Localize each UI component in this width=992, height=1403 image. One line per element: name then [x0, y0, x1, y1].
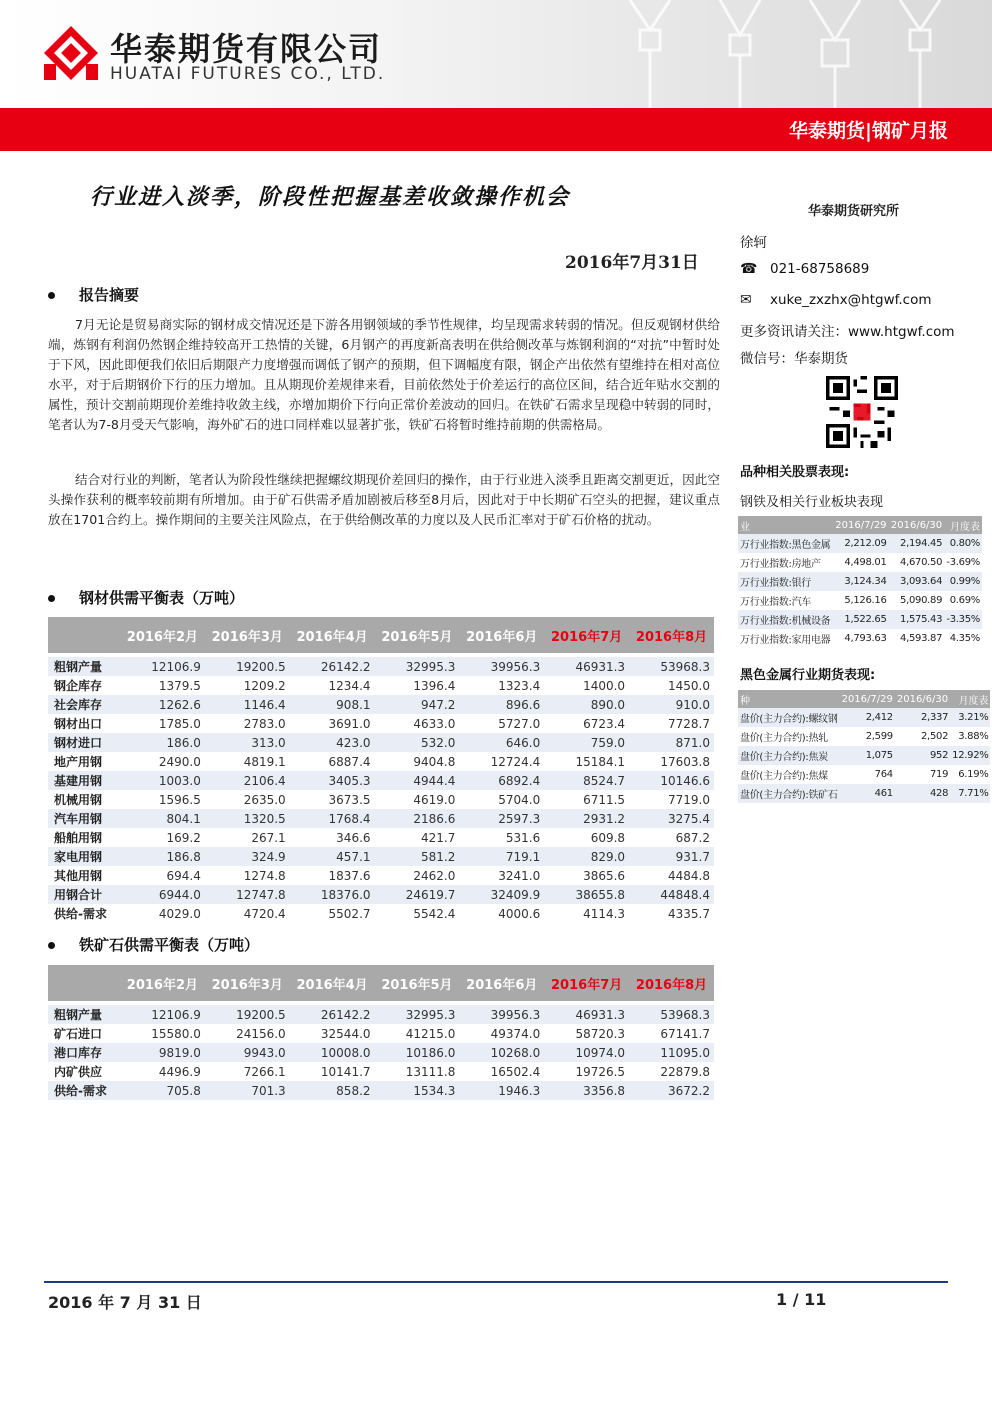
table-row — [48, 866, 714, 885]
table-cell: 万行业指数:黑色金属 — [738, 534, 833, 553]
table-row — [738, 534, 982, 553]
table-cell: 694.4 — [166, 868, 201, 883]
table-row — [738, 765, 990, 784]
table-cell: 1534.3 — [375, 1081, 460, 1100]
table-cell: 19726.5 — [575, 1064, 626, 1079]
table-cell: 11095.0 — [629, 1043, 714, 1062]
email-line — [740, 292, 932, 308]
table-cell: 1262.6 — [120, 695, 205, 714]
table-cell: 盘价(主力合约):焦煤 — [740, 771, 828, 782]
table-cell: 18376.0 — [290, 885, 375, 904]
report-header — [0, 0, 992, 152]
column-header: 种 — [738, 690, 840, 708]
table-cell: 17603.8 — [660, 754, 710, 769]
row-label: 港口库存 — [48, 1043, 120, 1062]
table-cell: 万行业指数:家用电器 — [740, 635, 831, 646]
table-cell: 6944.0 — [120, 885, 205, 904]
table-cell: 39956.3 — [459, 657, 544, 676]
table-cell: 10974.0 — [544, 1043, 629, 1062]
table-cell: -3.69% — [946, 557, 980, 568]
table-cell: 2597.3 — [459, 809, 544, 828]
row-label: 其他用钢 — [54, 869, 103, 883]
column-header: 2016年4月 — [290, 617, 375, 653]
table-cell: 10008.0 — [290, 1043, 375, 1062]
table-cell: 2,412 — [840, 708, 895, 727]
table-cell: 19200.5 — [205, 657, 290, 676]
table-cell: 931.7 — [629, 847, 714, 866]
report-date: 2016年7月31日 — [565, 253, 699, 273]
row-label: 家电用钢 — [48, 847, 120, 866]
table-cell: 4484.8 — [668, 868, 710, 883]
row-label: 汽车用钢 — [48, 809, 120, 828]
table-cell: 1396.4 — [413, 678, 456, 693]
table-cell: 32995.3 — [375, 1005, 460, 1024]
table-cell: 4,498.01 — [844, 557, 887, 568]
table-cell: 531.6 — [505, 830, 541, 845]
row-label: 基建用钢 — [48, 771, 120, 790]
table-header-row — [48, 617, 714, 653]
row-label: 地产用钢 — [54, 755, 103, 769]
table-cell: 858.2 — [290, 1081, 375, 1100]
table-cell: 1209.2 — [243, 678, 286, 693]
table-cell: 890.0 — [544, 695, 629, 714]
table-cell: 53968.3 — [629, 1005, 714, 1024]
bullet-icon — [48, 292, 55, 299]
table-cell: 万行业指数:汽车 — [740, 597, 811, 608]
table-cell: 38655.8 — [544, 885, 629, 904]
column-header: 2016年8月 — [629, 965, 714, 1001]
table-row — [48, 695, 714, 714]
row-label: 钢企库存 — [54, 679, 103, 693]
table-cell: 8524.7 — [544, 771, 629, 790]
report-type-tag: 华泰期货|钢矿月报 — [789, 120, 948, 142]
column-header: 2016年6月 — [459, 965, 544, 1001]
table-cell: 3,124.34 — [833, 572, 889, 591]
table-row — [48, 1043, 714, 1062]
table-row — [738, 727, 990, 746]
table-cell: 26142.2 — [290, 657, 375, 676]
row-label: 内矿供应 — [54, 1065, 103, 1079]
table-cell: 5502.7 — [328, 906, 371, 921]
row-label: 用钢合计 — [48, 885, 120, 904]
row-label: 供给-需求 — [48, 1081, 120, 1100]
futures-heading: 黑色金属行业期货表现: — [740, 668, 876, 683]
table-cell: 719.1 — [459, 847, 544, 866]
table-cell: 947.2 — [375, 695, 460, 714]
table-cell: 2931.2 — [544, 809, 629, 828]
table-cell: 10268.0 — [459, 1043, 544, 1062]
table-cell: 3865.6 — [583, 868, 626, 883]
table-cell: 万行业指数:银行 — [738, 572, 833, 591]
table-cell: 2186.6 — [375, 809, 460, 828]
table-cell: 169.2 — [166, 830, 201, 845]
table-cell: 3673.5 — [328, 792, 371, 807]
table-cell: 3691.0 — [328, 716, 371, 731]
steel-balance-table — [48, 617, 714, 923]
table-cell: 609.8 — [590, 830, 626, 845]
phone-icon: ☎ — [740, 261, 758, 277]
stocks-subheading: 钢铁及相关行业板块表现 — [740, 495, 884, 510]
table-cell: 804.1 — [120, 809, 205, 828]
table-cell: 646.0 — [459, 733, 544, 752]
column-header: 2016年3月 — [205, 617, 290, 653]
table-cell: 764 — [874, 769, 893, 780]
table-cell: 2,194.45 — [889, 534, 945, 553]
company-name-en: HUATAI FUTURES CO., LTD. — [110, 64, 386, 84]
header-decoration — [600, 0, 992, 108]
table-cell: 盘价(主力合约):铁矿石 — [738, 784, 840, 803]
bullet-icon — [48, 942, 55, 949]
company-name-cn: 华泰期货有限公司 — [110, 30, 383, 68]
table-row — [48, 904, 714, 923]
table-cell: 9819.0 — [120, 1043, 205, 1062]
table-cell: 万行业指数:房地产 — [740, 559, 821, 570]
envelope-icon: ✉ — [740, 292, 752, 308]
table-cell: 346.6 — [336, 830, 371, 845]
table-cell: 952 — [895, 746, 950, 765]
table-cell: 5,126.16 — [844, 595, 887, 606]
row-label: 粗钢产量 — [48, 657, 120, 676]
table-header-row — [738, 690, 990, 708]
stocks-heading: 品种相关股票表现: — [740, 465, 850, 480]
table-cell: 盘价(主力合约):螺纹钢 — [738, 708, 840, 727]
steel-table-heading: 钢材供需平衡表（万吨） — [48, 587, 244, 608]
table-cell: 3.88% — [958, 731, 989, 742]
table-cell: 6723.4 — [583, 716, 626, 731]
table-row — [738, 610, 982, 629]
table-cell: 0.80% — [944, 534, 982, 553]
table-cell: 46931.3 — [544, 657, 629, 676]
table-cell: 32544.0 — [320, 1026, 371, 1041]
report-title: 行业进入淡季，阶段性把握基差收敛操作机会 — [90, 184, 571, 210]
table-cell: 5,090.89 — [900, 595, 943, 606]
table-cell: 186.8 — [120, 847, 205, 866]
table-cell: 324.9 — [205, 847, 290, 866]
table-header-blank — [48, 617, 120, 653]
footer-date: 2016 年 7 月 31 日 — [48, 1293, 202, 1312]
column-header: 2016年2月 — [120, 617, 205, 653]
column-header: 2016年5月 — [375, 965, 460, 1001]
table-cell: 4944.4 — [375, 771, 460, 790]
table-cell: 1379.5 — [158, 678, 201, 693]
column-header: 2016/7/29 — [840, 690, 895, 708]
table-cell: 1400.0 — [583, 678, 626, 693]
table-cell: 532.0 — [375, 733, 460, 752]
table-cell: 24619.7 — [375, 885, 460, 904]
table-cell: 2635.0 — [243, 792, 286, 807]
table-row — [48, 847, 714, 866]
table-cell: -3.35% — [944, 610, 982, 629]
author-name: 徐轲 — [740, 235, 767, 251]
table-cell: 盘价(主力合约):热轧 — [740, 733, 828, 744]
row-label: 粗钢产量 — [48, 1005, 120, 1024]
table-cell: 1323.4 — [498, 678, 541, 693]
table-cell: 1837.6 — [328, 868, 371, 883]
table-cell: 5727.0 — [498, 716, 541, 731]
table-cell: 2,502 — [921, 731, 949, 742]
footer-divider — [44, 1281, 948, 1283]
table-header-row — [738, 516, 982, 534]
table-cell: 4,793.63 — [844, 633, 887, 644]
column-header: 2016年7月 — [544, 965, 629, 1001]
table-row — [48, 1005, 714, 1024]
table-cell: 0.99% — [944, 572, 982, 591]
table-row — [738, 708, 990, 727]
table-cell: 2462.0 — [413, 868, 456, 883]
table-cell: 32409.9 — [459, 885, 544, 904]
table-cell: 7719.0 — [668, 792, 710, 807]
table-cell: 44848.4 — [629, 885, 714, 904]
row-label: 钢材出口 — [54, 717, 103, 731]
table-row — [48, 1062, 714, 1081]
table-row — [48, 885, 714, 904]
table-cell: 3356.8 — [544, 1081, 629, 1100]
table-cell: 4114.3 — [583, 906, 626, 921]
table-cell: 687.2 — [675, 830, 710, 845]
table-cell: 9404.8 — [413, 754, 456, 769]
column-header: 2016年6月 — [459, 617, 544, 653]
table-row — [48, 828, 714, 847]
research-institute: 华泰期货研究所 — [808, 204, 900, 219]
table-cell: 5542.4 — [413, 906, 456, 921]
table-cell: 896.6 — [459, 695, 544, 714]
column-header: 2016年3月 — [205, 965, 290, 1001]
table-cell: 910.0 — [629, 695, 714, 714]
table-cell: 1,575.43 — [889, 610, 945, 629]
column-header: 2016年2月 — [120, 965, 205, 1001]
bullet-icon — [48, 595, 55, 602]
table-cell: 1946.3 — [459, 1081, 544, 1100]
table-cell: 701.3 — [205, 1081, 290, 1100]
table-cell: 2,337 — [895, 708, 950, 727]
table-cell: 1596.5 — [158, 792, 201, 807]
website-line[interactable]: 更多资讯请关注：www.htgwf.com — [740, 324, 955, 340]
table-cell: 1450.0 — [668, 678, 710, 693]
qr-code-icon — [826, 376, 898, 448]
column-header: 业 — [738, 516, 833, 534]
column-header: 2016年5月 — [375, 617, 460, 653]
column-header: 2016/6/30 — [889, 516, 945, 534]
ore-table-heading: 铁矿石供需平衡表（万吨） — [48, 934, 259, 955]
table-cell: 1,075 — [840, 746, 895, 765]
table-cell: 4029.0 — [158, 906, 201, 921]
table-cell: 871.0 — [629, 733, 714, 752]
table-cell: 12106.9 — [120, 657, 205, 676]
phone-number: 021-68758689 — [770, 261, 870, 277]
table-cell: 313.0 — [205, 733, 290, 752]
table-cell: 1768.4 — [290, 809, 375, 828]
table-cell: 10141.7 — [320, 1064, 371, 1079]
table-cell: 2,212.09 — [833, 534, 889, 553]
table-row — [48, 790, 714, 809]
column-header: 2016年8月 — [629, 617, 714, 653]
table-cell: 67141.7 — [660, 1026, 710, 1041]
column-header: 2016年7月 — [544, 617, 629, 653]
table-cell: 423.0 — [290, 733, 375, 752]
table-row — [48, 714, 714, 733]
table-cell: 581.2 — [375, 847, 460, 866]
table-cell: 10146.6 — [629, 771, 714, 790]
table-cell: 421.7 — [421, 830, 456, 845]
table-cell: 3241.0 — [498, 868, 541, 883]
row-label: 供给-需求 — [54, 907, 107, 921]
table-row — [48, 657, 714, 676]
row-label: 钢材进口 — [48, 733, 120, 752]
table-cell: 1320.5 — [205, 809, 290, 828]
table-cell: 12106.9 — [120, 1005, 205, 1024]
table-cell: 1146.4 — [205, 695, 290, 714]
table-cell: 46931.3 — [544, 1005, 629, 1024]
table-header-blank — [48, 965, 120, 1001]
table-cell: 53968.3 — [629, 657, 714, 676]
table-header-row — [48, 965, 714, 1001]
summary-paragraph-2: 结合对行业的判断，笔者认为阶段性继续把握螺纹期现价差回归的操作，由于行业进入淡季且距离交割更近，因此空头操作获利的概率较前期有所增加。由于矿石供需矛盾加剧被后移至8月后，因此对于中长期矿石空头的把握，建议重点放在1701合约上。操作期间的主要关注风险点，在于供给侧改革的力度以及人民币汇率对于矿石价格的扰动。 — [48, 472, 720, 527]
table-cell: 15580.0 — [151, 1026, 201, 1041]
table-cell: 32995.3 — [375, 657, 460, 676]
table-cell: 5704.0 — [498, 792, 541, 807]
table-cell: 4720.4 — [243, 906, 286, 921]
table-cell: 457.1 — [290, 847, 375, 866]
column-header: 2016年4月 — [290, 965, 375, 1001]
table-cell: 4,593.87 — [900, 633, 943, 644]
table-cell: 13111.8 — [405, 1064, 456, 1079]
table-cell: 829.0 — [544, 847, 629, 866]
email-address[interactable]: xuke_zxzhx@htgwf.com — [770, 292, 932, 308]
table-cell: 2106.4 — [205, 771, 290, 790]
table-row — [738, 572, 982, 591]
table-cell: 6892.4 — [459, 771, 544, 790]
table-cell: 719 — [929, 769, 949, 780]
table-row — [738, 629, 982, 648]
table-cell: 1,522.65 — [833, 610, 889, 629]
table-cell: 26142.2 — [290, 1005, 375, 1024]
table-cell: 4819.1 — [243, 754, 286, 769]
table-cell: 3405.3 — [290, 771, 375, 790]
table-cell: 4000.6 — [498, 906, 541, 921]
ore-balance-table — [48, 965, 714, 1100]
table-cell: 7728.7 — [668, 716, 710, 731]
table-row — [48, 1024, 714, 1043]
table-cell: 39956.3 — [459, 1005, 544, 1024]
summary-heading: 报告摘要 — [48, 284, 139, 305]
company-logo-icon — [42, 24, 100, 82]
table-cell: 6.19% — [958, 769, 989, 780]
table-row — [48, 809, 714, 828]
table-cell: 3,093.64 — [889, 572, 945, 591]
table-cell: 7.71% — [950, 784, 990, 803]
table-row — [738, 746, 990, 765]
table-cell: 428 — [895, 784, 950, 803]
table-cell: 267.1 — [251, 830, 286, 845]
table-cell: 1234.4 — [328, 678, 371, 693]
table-cell: 3672.2 — [629, 1081, 714, 1100]
column-header: 月度表 — [944, 516, 982, 534]
table-row — [48, 752, 714, 771]
table-cell: 186.0 — [120, 733, 205, 752]
table-cell: 705.8 — [120, 1081, 205, 1100]
table-cell: 16502.4 — [490, 1064, 541, 1079]
table-cell: 15184.1 — [575, 754, 626, 769]
table-cell: 4335.7 — [668, 906, 710, 921]
table-row — [48, 1081, 714, 1100]
table-cell: 4,670.50 — [900, 557, 943, 568]
table-cell: 4496.9 — [158, 1064, 201, 1079]
table-row — [48, 771, 714, 790]
column-header: 2016/6/30 — [895, 690, 950, 708]
column-header: 2016/7/29 — [833, 516, 889, 534]
row-label: 社会库存 — [48, 695, 120, 714]
table-cell: 万行业指数:机械设备 — [738, 610, 833, 629]
table-cell: 19200.5 — [205, 1005, 290, 1024]
table-cell: 0.69% — [949, 595, 980, 606]
table-row — [738, 591, 982, 610]
table-cell: 24156.0 — [236, 1026, 286, 1041]
row-label: 矿石进口 — [54, 1027, 103, 1041]
table-cell: 3.21% — [950, 708, 990, 727]
column-header: 月度表 — [950, 690, 990, 708]
table-cell: 4.35% — [949, 633, 980, 644]
table-cell: 22879.8 — [660, 1064, 710, 1079]
table-cell: 4633.0 — [413, 716, 456, 731]
table-cell: 10186.0 — [375, 1043, 460, 1062]
table-cell: 1785.0 — [158, 716, 201, 731]
table-cell: 盘价(主力合约):焦炭 — [738, 746, 840, 765]
table-cell: 4619.0 — [413, 792, 456, 807]
table-cell: 1274.8 — [243, 868, 286, 883]
table-cell: 6711.5 — [583, 792, 626, 807]
stocks-performance-table — [738, 516, 982, 648]
table-cell: 12747.8 — [205, 885, 290, 904]
table-cell: 7266.1 — [243, 1064, 286, 1079]
table-row — [738, 784, 990, 803]
phone-line — [740, 261, 869, 277]
table-cell: 12.92% — [950, 746, 990, 765]
table-cell: 1003.0 — [120, 771, 205, 790]
table-row — [48, 733, 714, 752]
wechat-line: 微信号：华泰期货 — [740, 351, 848, 367]
table-cell: 58720.3 — [575, 1026, 626, 1041]
table-cell: 9943.0 — [205, 1043, 290, 1062]
table-cell: 6887.4 — [328, 754, 371, 769]
table-cell: 2490.0 — [158, 754, 201, 769]
table-cell: 759.0 — [544, 733, 629, 752]
table-row — [48, 676, 714, 695]
table-cell: 908.1 — [290, 695, 375, 714]
table-cell: 3275.4 — [629, 809, 714, 828]
table-cell: 461 — [840, 784, 895, 803]
table-cell: 2783.0 — [243, 716, 286, 731]
table-cell: 41215.0 — [405, 1026, 456, 1041]
page-number: 1 / 11 — [776, 1290, 827, 1309]
row-label: 船舶用钢 — [54, 831, 103, 845]
table-cell: 2,599 — [865, 731, 893, 742]
table-cell: 49374.0 — [490, 1026, 541, 1041]
table-cell: 12724.4 — [490, 754, 541, 769]
table-row — [738, 553, 982, 572]
row-label: 机械用钢 — [54, 793, 103, 807]
futures-performance-table — [738, 690, 990, 803]
summary-paragraph-1: 7月无论是贸易商实际的钢材成交情况还是下游各用钢领域的季节性规律，均呈现需求转弱的情况。但反观钢材供给端，炼钢有利润仍然钢企维持较高开工热情的关键，6月钢产的再度新高表明在供给侧改革与炼钢利润的“对抗”中暂时处于下风，因此即便我们依旧后期限产力度增强而调低了钢产的预期，但下调幅度有限，钢企产出依然有望维持在相对高位水平，对于后期钢价下行的压力增加。且从期现价差规律来看，目前依然处于价差运行的高位区间，结合近年贴水交割的属性，预计交割前期现价差维持收敛主线，亦增加期价下行向正常价差波动的回归。在铁矿石需求呈现稳中转弱的同时，笔者认为7-8月受天气影响，海外矿石的进口同样难以显著扩张，铁矿石将暂时维持前期的供需格局。 — [48, 317, 720, 432]
